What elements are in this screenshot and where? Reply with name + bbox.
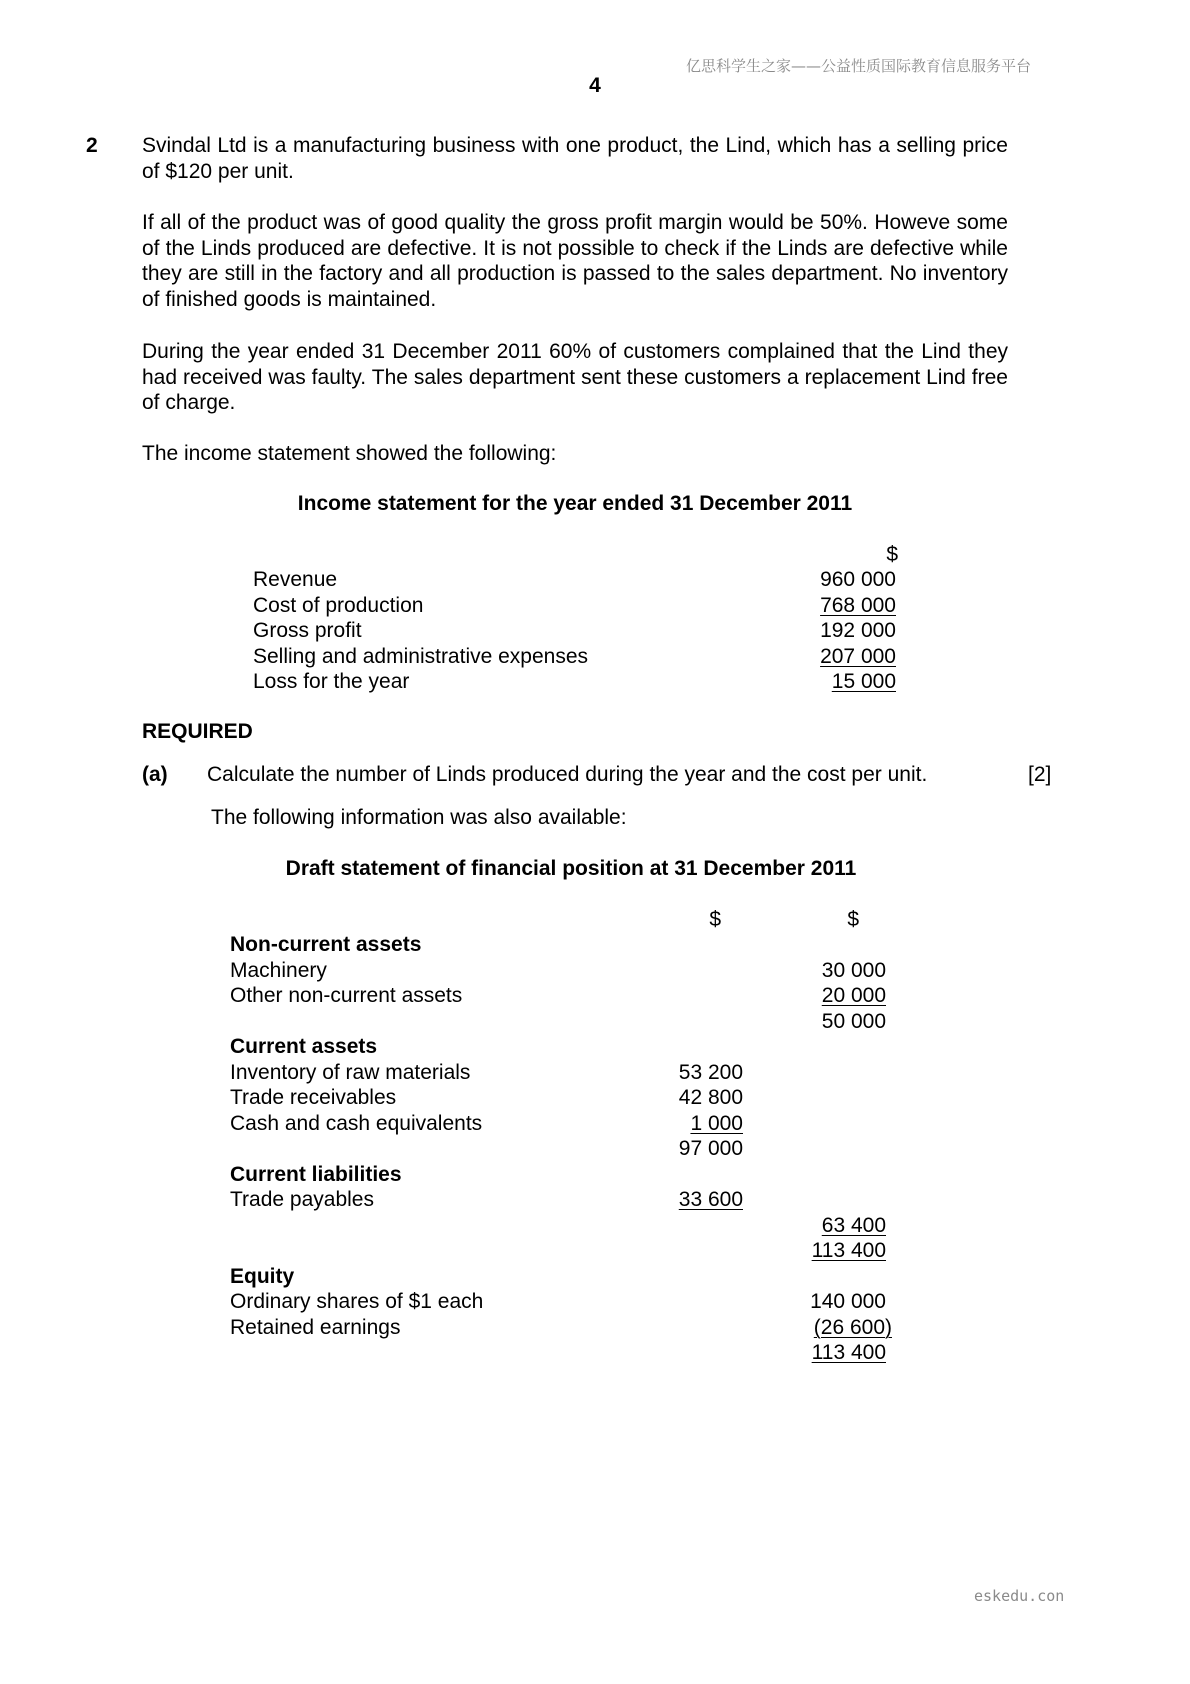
header-watermark-text: 亿思科学生之家——公益性质国际教育信息服务平台 [686,57,1032,75]
line-item-label: Trade payables [230,1188,374,1211]
income-row-value: 768 000 [820,594,896,617]
section-heading: Non-current assets [230,933,422,956]
page-number: 4 [589,74,601,97]
subtotal-value: 63 400 [821,1214,886,1237]
line-item-value: 30 000 [821,959,886,982]
total-value: 113 400 [811,1239,886,1262]
line-item-value: 1 000 [690,1112,743,1135]
subtotal-value: 97 000 [678,1137,743,1160]
part-a-marks: [2] [1028,763,1052,786]
income-currency-header: $ [886,543,898,566]
line-item-label: Trade receivables [230,1086,397,1109]
question-number: 2 [86,134,98,157]
line-item-label: Cash and cash equivalents [230,1112,483,1135]
line-item-label: Inventory of raw materials [230,1061,471,1084]
line-item-value: 20 000 [821,984,886,1007]
income-row-label: Cost of production [253,594,424,617]
income-row-label: Revenue [253,568,338,591]
line-item-label: Other non-current assets [230,984,463,1007]
net-current-assets-cell [804,1213,886,1239]
col1-currency-header: $ [709,908,721,931]
income-row-label: Loss for the year [253,670,410,693]
line-item-value: 42 800 [678,1086,743,1109]
required-heading: REQUIRED [142,720,253,743]
line-item-value: (26 600) [813,1316,892,1339]
question-paragraph-4: The income statement showed the following: [142,442,557,465]
line-item-label: Machinery [230,959,327,982]
income-row-label: Selling and administrative expenses [253,645,589,668]
financial-position-title: Draft statement of financial position at 31 December 2011 [285,857,857,880]
income-statement-title: Income statement for the year ended 31 December 2011 [297,492,853,515]
total-value: 113 400 [811,1341,886,1364]
section-heading: Current liabilities [230,1163,402,1186]
part-a-label: (a) [142,763,168,786]
cash-value-cell [675,1111,743,1136]
section-heading: Current assets [230,1035,378,1058]
income-row-value: 192 000 [820,619,896,642]
line-item-value: 140 000 [810,1290,886,1313]
part-a-text: Calculate the number of Linds produced during the year and the cost per unit. [207,763,928,786]
col2-currency-header: $ [847,908,859,931]
line-item-label: Ordinary shares of $1 each [230,1290,484,1313]
footer-watermark-text: eskedu.con [974,1587,1065,1605]
line-item-label: Retained earnings [230,1316,401,1339]
line-item-value: 33 600 [678,1188,743,1211]
question-paragraph-2: If all of the product was of good quality the gross profit margin would be 50%. Howeve some of the Linds produced are defective. It is not possible to check if the Linds are defective while they are still in the factory and all production is passed to the sales department. No inventory of finished goods is maintained. [142,211,1008,311]
income-row-value: 15 000 [831,670,896,693]
info-text: The following information was also available: [211,806,627,829]
income-row-label: Gross profit [253,619,362,642]
subtotal-value: 50 000 [821,1010,886,1033]
question-paragraph-3: During the year ended 31 December 2011 60% of customers complained that the Lind they had received was faulty. The sales department sent these customers a replacement Lind free of charge. [142,340,1008,414]
income-row-value: 207 000 [820,645,896,668]
income-row-value: 960 000 [820,568,896,591]
section-heading: Equity [230,1265,295,1288]
question-paragraph-1: Svindal Ltd is a manufacturing business with one product, the Lind, which has a selling price of $120 per unit. [142,134,1008,183]
line-item-value: 53 200 [678,1061,743,1084]
